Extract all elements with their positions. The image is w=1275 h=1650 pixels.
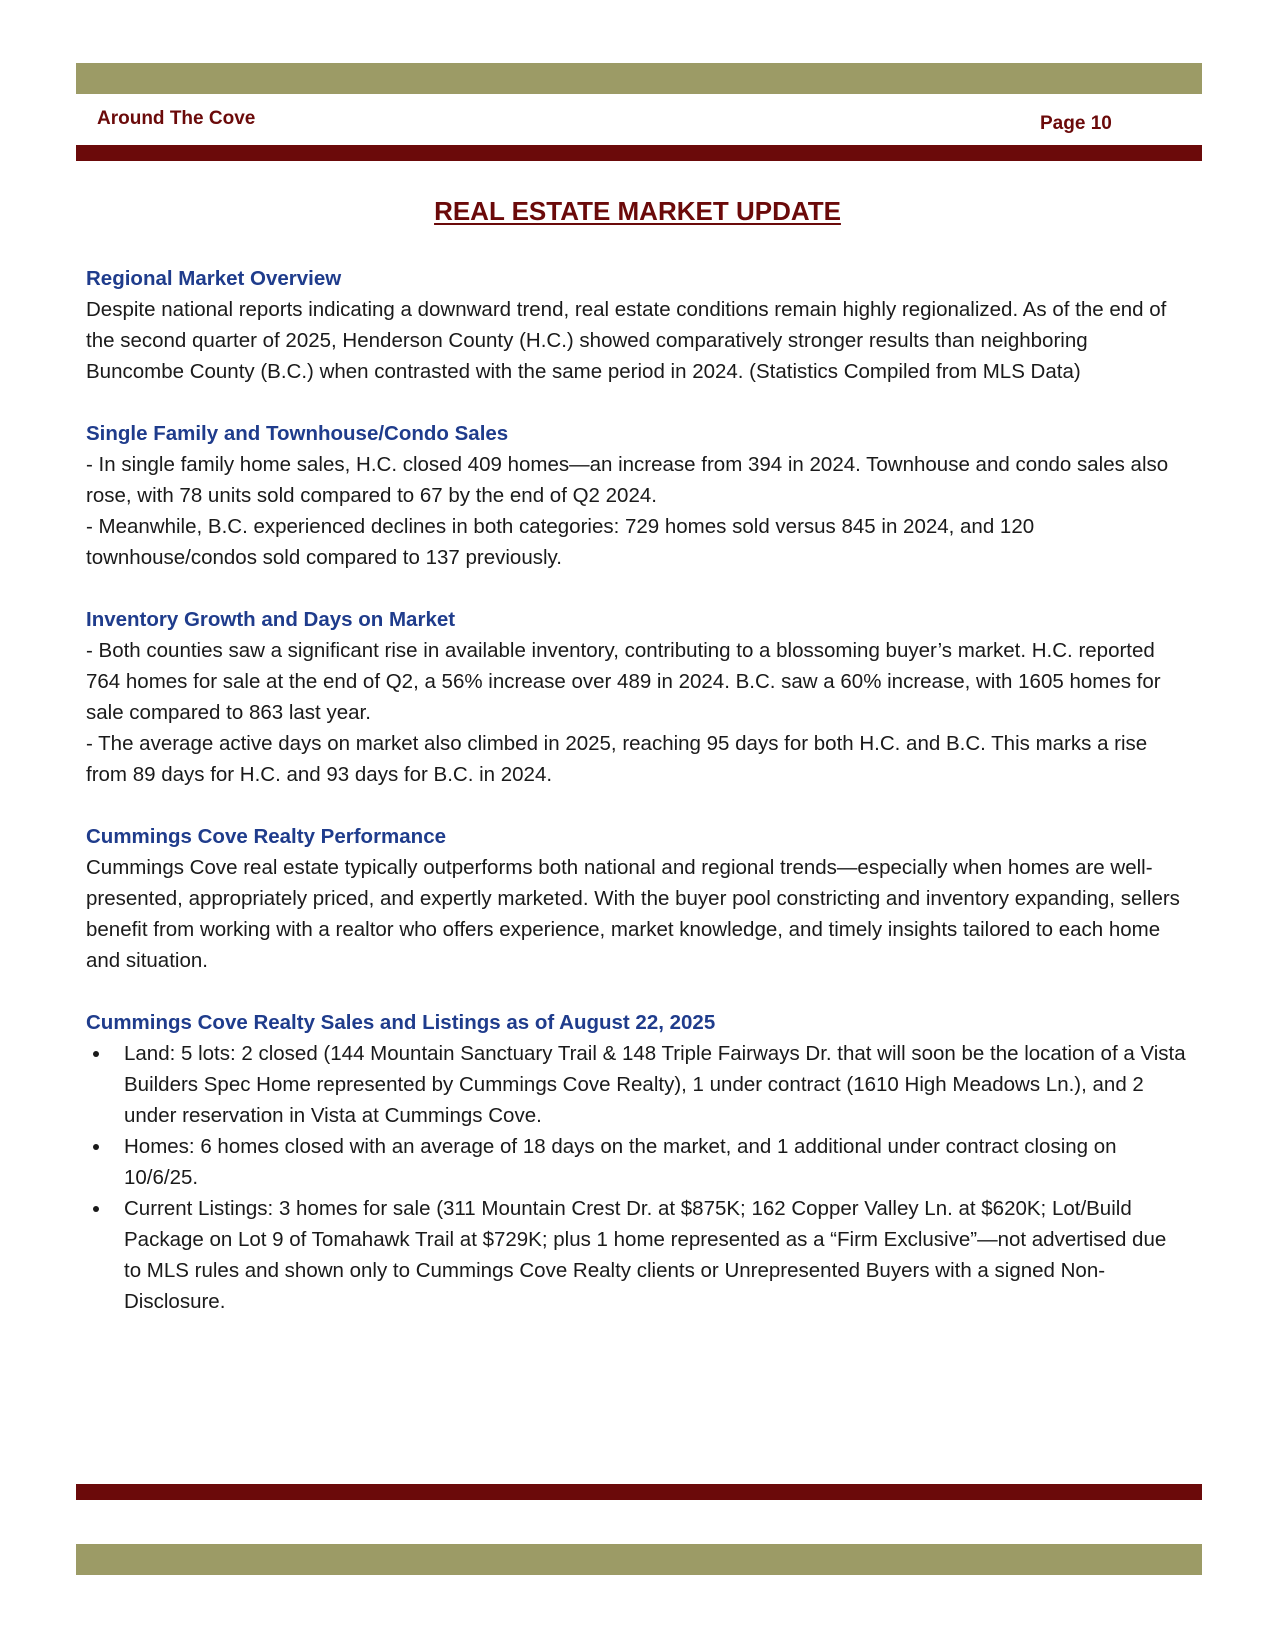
section-paragraph: Despite national reports indicating a downward trend, real estate conditions remain highly regionalized. As of the end of the second quarter of 2025, Henderson County (H.C.) showed comparatively stronger results than neighboring Buncombe County (B.C.) when contrasted with the same period in 2024. (Statistics Compiled from MLS Data) (86, 298, 1167, 383)
section-inventory (86, 604, 1186, 790)
bottom-maroon-band (76, 1484, 1202, 1500)
listings-bullet-list (86, 1038, 1186, 1317)
section-heading: Cummings Cove Realty Sales and Listings as of August 22, 2025 (86, 1011, 716, 1034)
section-paragraph: Cummings Cove real estate typically outperforms both national and regional trends—especially when homes are well-presented, appropriately priced, and expertly marketed. With the buyer pool constricting and inventory expanding, sellers benefit from working with a realtor who offers experience, market knowledge, and timely insights tailored to each home and situation. (86, 856, 1180, 972)
section-paragraph: - Both counties saw a significant rise in available inventory, contributing to a blossoming buyer’s market. H.C. reported 764 homes for sale at the end of Q2, a 56% increase over 489 in 2024. B.C. saw a 60% increase, with 1605 homes for sale compared to 863 last year. (86, 639, 1161, 724)
article-body (86, 263, 1186, 1348)
list-item: Homes: 6 homes closed with an average of 18 days on the market, and 1 additional under contract closing on 10/6/25. (86, 1131, 1186, 1193)
list-item: Land: 5 lots: 2 closed (144 Mountain Sanctuary Trail & 148 Triple Fairways Dr. that will soon be the location of a Vista Builders Spec Home represented by Cummings Cove Realty), 1 under contract (1610 High Meadows Ln.), and 2 under reservation in Vista at Cummings Cove. (86, 1038, 1186, 1131)
section-heading: Cummings Cove Realty Performance (86, 825, 447, 848)
section-paragraph: - The average active days on market also climbed in 2025, reaching 95 days for both H.C. and B.C. This marks a rise from 89 days for H.C. and 93 days for B.C. in 2024. (86, 732, 1148, 786)
publication-name: Around The Cove (97, 108, 256, 129)
top-olive-band (76, 63, 1202, 94)
bottom-olive-band (76, 1544, 1202, 1575)
page-number: Page 10 (1040, 113, 1112, 134)
section-sales (86, 418, 1186, 573)
section-heading: Single Family and Townhouse/Condo Sales (86, 422, 509, 445)
section-paragraph: - Meanwhile, B.C. experienced declines in both categories: 729 homes sold versus 845 in 2024, and 120 townhouse/condos sold compared to 137 previously. (86, 515, 1035, 569)
section-paragraph: - In single family home sales, H.C. closed 409 homes—an increase from 394 in 2024. Townhouse and condo sales also rose, with 78 units sold compared to 67 by the end of Q2 2024. (86, 453, 1169, 507)
section-performance (86, 821, 1186, 976)
section-listings (86, 1007, 1186, 1317)
list-item: Current Listings: 3 homes for sale (311 Mountain Crest Dr. at $875K; 162 Copper Valley Ln. at $620K; Lot/Build Package on Lot 9 of Tomahawk Trail at $729K; plus 1 home represented as a “Firm Exclusive”—not advertised due to MLS rules and shown only to Cummings Cove Realty clients or Unrepresented Buyers with a signed Non-Disclosure. (86, 1193, 1186, 1317)
page-title: REAL ESTATE MARKET UPDATE (434, 196, 841, 226)
section-heading: Regional Market Overview (86, 267, 342, 290)
section-regional-overview (86, 263, 1186, 387)
top-maroon-band (76, 145, 1202, 161)
section-heading: Inventory Growth and Days on Market (86, 608, 456, 631)
